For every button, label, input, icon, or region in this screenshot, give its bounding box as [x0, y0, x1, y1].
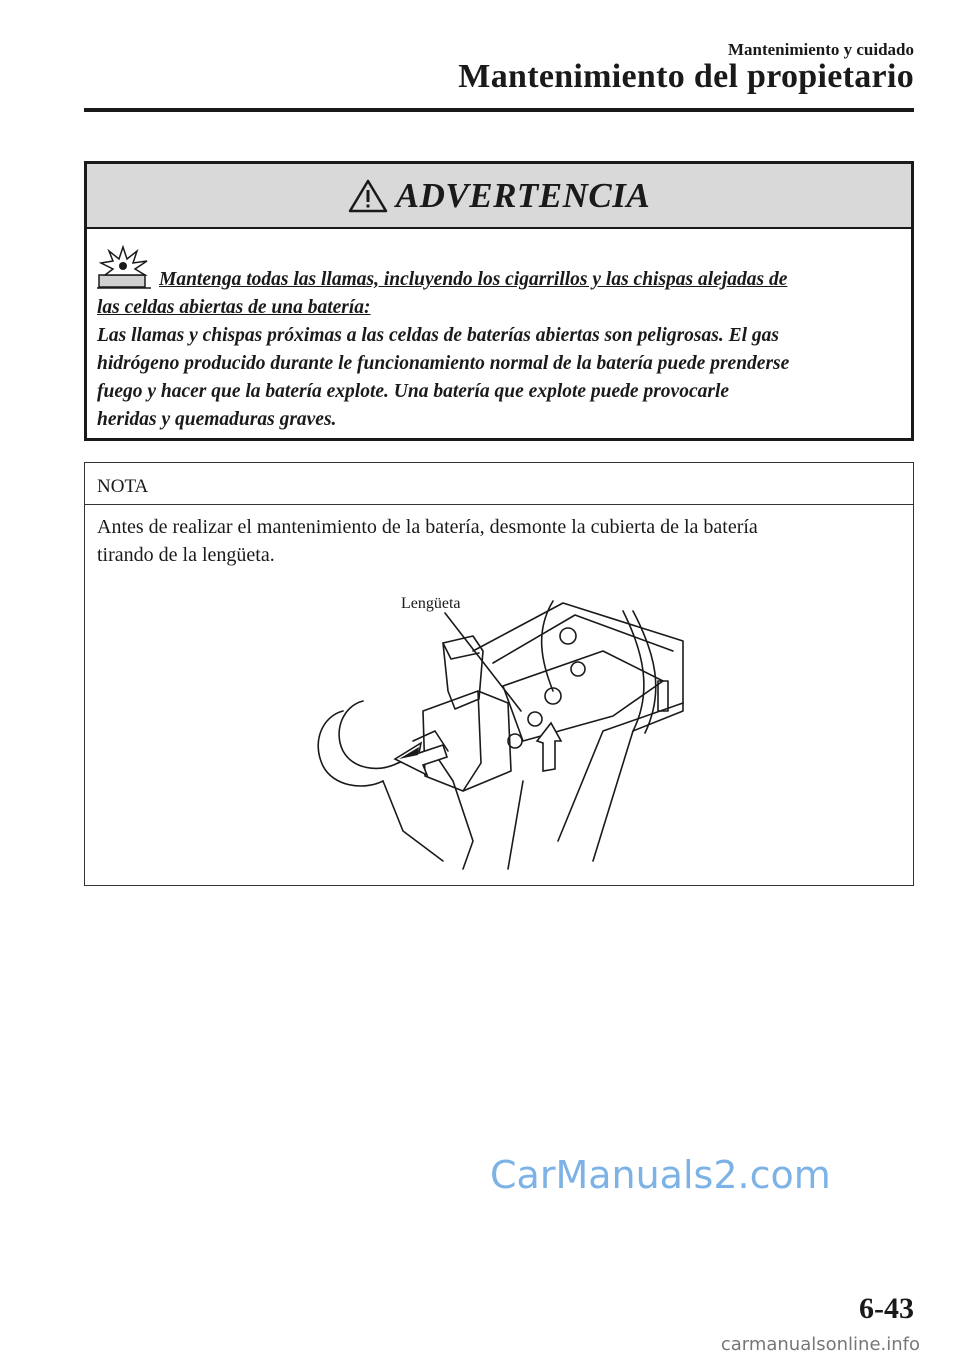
header-rule: [84, 108, 914, 112]
warning-text-line-2: hidrógeno producido durante le funcionamiento normal de la batería puede prenderse: [97, 353, 790, 374]
note-body: [85, 505, 913, 569]
warning-box: [84, 161, 914, 441]
warning-text-line-1: Las llamas y chispas próximas a las celdas de baterías abiertas son peligrosas. El gas: [97, 325, 779, 346]
figure-label-tab: Lengüeta: [401, 595, 461, 612]
watermark: CarManuals2.com: [490, 1153, 831, 1197]
warning-body: [87, 229, 911, 434]
battery-illustration: [303, 591, 693, 871]
page-title: Mantenimiento del propietario: [458, 58, 914, 95]
note-line-2: tirando de la lengüeta.: [97, 544, 275, 566]
warning-triangle-icon: [348, 179, 388, 213]
explosion-icon: [97, 245, 151, 289]
note-line-1: Antes de realizar el mantenimiento de la batería, desmonte la cubierta de la batería: [97, 516, 758, 538]
warning-heading-line-1: Mantenga todas las llamas, incluyendo los cigarrillos y las chispas alejadas de: [97, 245, 899, 294]
warning-header: [87, 164, 911, 229]
footer-site: carmanualsonline.info: [720, 1334, 920, 1355]
warning-heading-line-2: las celdas abiertas de una batería:: [97, 297, 371, 318]
header-section: Mantenimiento y cuidado: [727, 40, 914, 59]
warning-text-line-4: heridas y quemaduras graves.: [97, 409, 337, 430]
note-box: [84, 462, 914, 886]
warning-text-line-3: fuego y hacer que la batería explote. Una batería que explote puede provocarle: [97, 381, 730, 402]
battery-figure: [303, 591, 693, 871]
note-title: NOTA: [85, 463, 913, 505]
warning-title: ADVERTENCIA: [395, 175, 651, 215]
page-number: 6-43: [859, 1292, 914, 1325]
